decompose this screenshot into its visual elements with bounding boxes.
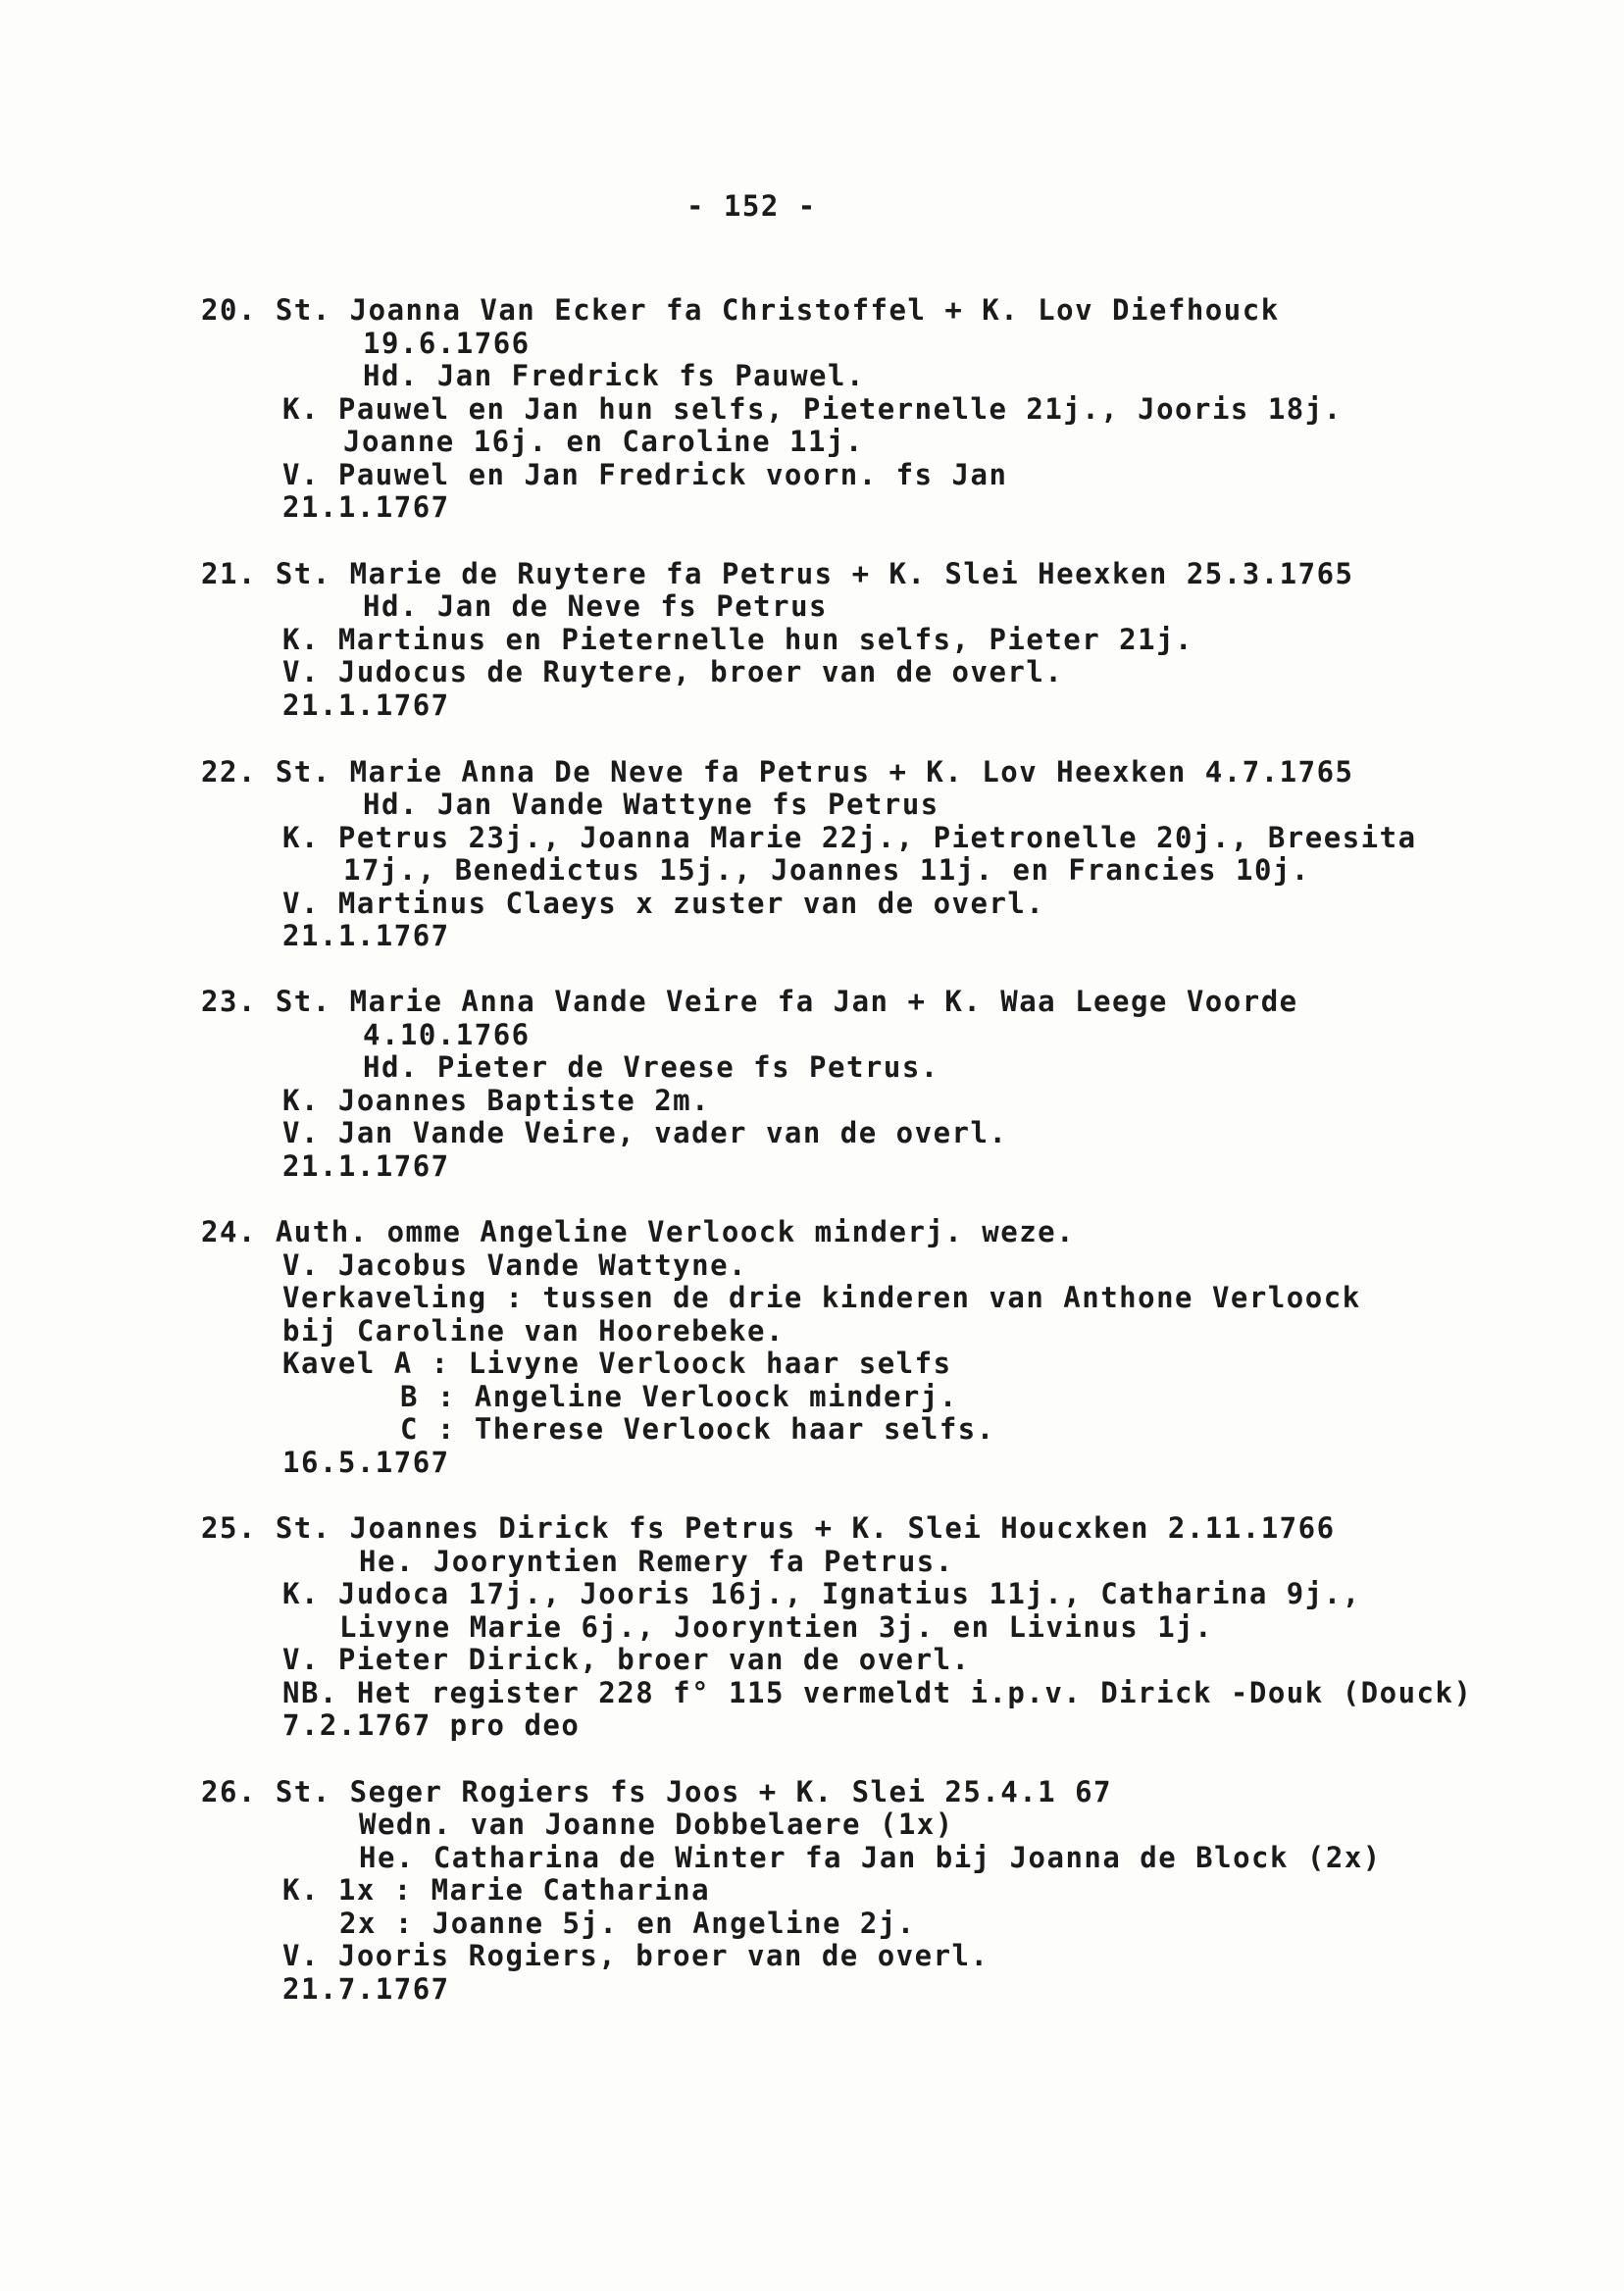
text-line: Hd. Jan Fredrick fs Pauwel. [363,359,865,392]
text-line: 4.10.1766 [363,1018,531,1051]
text-line: 21.1.1767 [282,490,450,524]
text-line: K. Judoca 17j., Jooris 16j., Ignatius 11j., Catharina 9j., [282,1577,1361,1610]
text-line: He. Jooryntien Remery fa Petrus. [359,1545,954,1578]
text-line: 7.2.1767 pro deo [282,1708,581,1742]
text-line: V. Martinus Claeys x zuster van de overl. [282,887,1045,920]
page-number: - 152 - [686,189,817,223]
text-line: K. Martinus en Pieternelle hun selfs, Pieter 21j. [282,623,1194,656]
text-line: 24. Auth. omme Angeline Verloock minderj. weze. [201,1215,1076,1248]
text-line: V. Jacobus Vande Wattyne. [282,1248,747,1282]
text-line: 25. St. Joannes Dirick fs Petrus + K. Slei Houcxken 2.11.1766 [201,1511,1336,1545]
text-line: V. Pieter Dirick, broer van de overl. [282,1643,971,1676]
text-line: 20. St. Joanna Van Ecker fa Christoffel + K. Lov Diefhouck [201,293,1280,327]
text-line: 21.7.1767 [282,1972,450,2006]
text-line: K. Joannes Baptiste 2m. [282,1084,711,1117]
text-line: V. Pauwel en Jan Fredrick voorn. fs Jan [282,458,1008,491]
text-line: 19.6.1766 [363,327,531,360]
text-line: Kavel A : Livyne Verloock haar selfs [282,1347,952,1380]
text-line: 17j., Benedictus 15j., Joannes 11j. en Francies 10j. [343,853,1310,887]
text-line: B : Angeline Verloock minderj. [400,1380,958,1413]
text-line: Livyne Marie 6j., Jooryntien 3j. en Livinus 1j. [339,1610,1214,1644]
text-line: Verkaveling : tussen de drie kinderen van Anthone Verloock [282,1281,1361,1314]
text-line: 21. St. Marie de Ruytere fa Petrus + K. Slei Heexken 25.3.1765 [201,557,1354,590]
text-line: K. Petrus 23j., Joanna Marie 22j., Pietronelle 20j., Breesita [282,821,1417,854]
text-line: V. Jooris Rogiers, broer van de overl. [282,1939,990,1972]
text-line: 26. St. Seger Rogiers fs Joos + K. Slei 25.4.1 67 [201,1775,1113,1808]
text-line: Hd. Jan Vande Wattyne fs Petrus [363,788,939,821]
text-line: 21.1.1767 [282,1149,450,1183]
text-line: 2x : Joanne 5j. en Angeline 2j. [339,1907,916,1940]
text-line: 22. St. Marie Anna De Neve fa Petrus + K. Lov Heexken 4.7.1765 [201,755,1354,789]
text-line: V. Jan Vande Veire, vader van de overl. [282,1116,1008,1149]
text-line: 23. St. Marie Anna Vande Veire fa Jan + K. Waa Leege Voorde [201,985,1298,1018]
text-line: Hd. Jan de Neve fs Petrus [363,589,828,623]
text-line: NB. Het register 228 f° 115 vermeldt i.p.v. Dirick -Douk (Douck) [282,1676,1473,1709]
text-line: V. Judocus de Ruytere, broer van de overl. [282,655,1064,688]
text-line: K. 1x : Marie Catharina [282,1873,711,1907]
text-line: He. Catharina de Winter fa Jan bij Joanna de Block (2x) [359,1841,1382,1874]
text-line: Joanne 16j. en Caroline 11j. [343,425,864,458]
text-line: 16.5.1767 [282,1446,450,1479]
text-line: C : Therese Verloock haar selfs. [400,1412,995,1446]
text-line: 21.1.1767 [282,688,450,722]
text-line: bij Caroline van Hoorebeke. [282,1314,785,1348]
text-line: K. Pauwel en Jan hun selfs, Pieternelle 21j., Jooris 18j. [282,392,1343,426]
text-line: Wedn. van Joanne Dobbelaere (1x) [359,1807,954,1841]
text-line: Hd. Pieter de Vreese fs Petrus. [363,1050,939,1084]
text-line: 21.1.1767 [282,919,450,952]
